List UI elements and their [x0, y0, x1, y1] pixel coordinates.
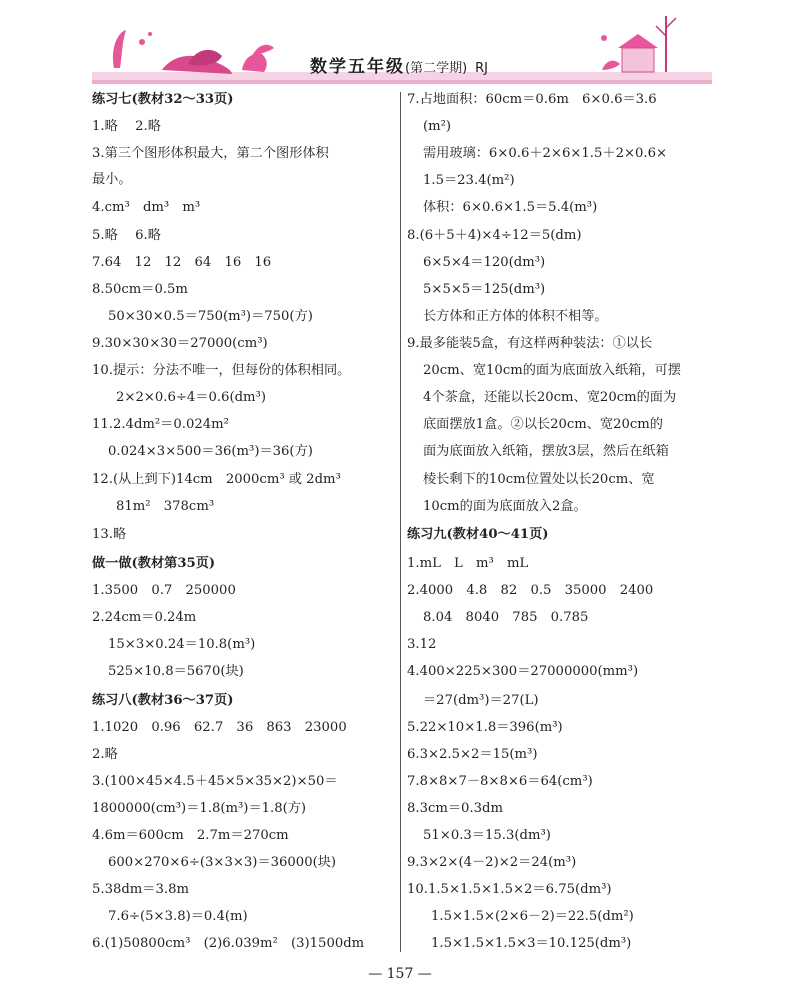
answer-line: 10.提示：分法不唯一，但每份的体积相同。: [92, 363, 351, 378]
answer-line: 8.04 8040 785 0.785: [423, 610, 589, 625]
answer-line: 3.12: [407, 637, 437, 652]
answer-line: 5×5×5＝125(dm³): [423, 282, 546, 297]
answer-line: 8.(6＋5＋4)×4÷12＝5(dm): [407, 228, 582, 243]
answer-line: 4.400×225×300＝27000000(mm³): [407, 664, 639, 679]
answer-line: 11.2.4dm²＝0.024m²: [92, 417, 229, 432]
book-subtitle: (第二学期): [405, 61, 468, 76]
answer-line: 长方体和正方体的体积不相等。: [423, 309, 608, 324]
answer-line: 9.30×30×30＝27000(cm³): [92, 336, 268, 351]
page-number: — 157 —: [368, 966, 432, 982]
house-roof: [618, 34, 658, 48]
section-heading: 做一做(教材第35页): [92, 556, 216, 571]
answer-line: 2.略: [92, 747, 118, 762]
answer-line: 最小。: [92, 172, 132, 187]
sprout-shape: [242, 54, 267, 72]
flower-dot: [601, 35, 607, 41]
answer-line: 1.略 2.略: [92, 119, 161, 134]
answer-line: 5.略 6.略: [92, 228, 161, 243]
answer-line: 1.3500 0.7 250000: [92, 583, 236, 598]
answer-line: 10cm的面为底面放入2盒。: [423, 499, 587, 514]
answer-line: 525×10.8＝5670(块): [108, 664, 244, 679]
answer-line: ＝27(dm³)＝27(L): [423, 693, 539, 708]
answer-line: 底面摆放1盒。②以长20cm、宽20cm的: [423, 417, 663, 432]
answer-line: 2.24cm＝0.24m: [92, 610, 197, 625]
flower-dot: [139, 39, 145, 45]
answer-line: 51×0.3＝15.3(dm³): [423, 828, 551, 843]
answer-line: 1.mL L m³ mL: [407, 556, 529, 571]
answer-line: 2×2×0.6÷4＝0.6(dm³): [116, 390, 266, 405]
book-edition: RJ: [475, 61, 488, 76]
answer-line: 9.3×2×(4－2)×2＝24(m³): [407, 855, 577, 870]
answer-line: 2.4000 4.8 82 0.5 35000 2400: [407, 583, 654, 598]
answer-line: 4.6m＝600cm 2.7m＝270cm: [92, 828, 289, 843]
leaf-shape: [252, 45, 274, 56]
tree-branch: [666, 18, 676, 28]
answer-line: 8.50cm＝0.5m: [92, 282, 188, 297]
flower-dot: [148, 32, 152, 36]
answer-line: 1.5×1.5×(2×6－2)＝22.5(dm²): [431, 909, 634, 924]
answer-line: 需用玻璃：6×0.6＋2×6×1.5＋2×0.6×: [423, 146, 668, 161]
answer-line: 棱长剩下的10cm位置处以长20cm、宽: [423, 472, 655, 487]
answer-line: 8.3cm＝0.3dm: [407, 801, 503, 816]
answer-line: 15×3×0.24＝10.8(m³): [108, 637, 256, 652]
answer-line: 5.38dm＝3.8m: [92, 882, 189, 897]
answer-line: 20cm、宽10cm的面为底面放入纸箱，可摆: [423, 363, 681, 378]
house-body: [622, 48, 654, 72]
header-band-edge: [92, 80, 712, 84]
answer-line: (m²): [423, 119, 452, 134]
answer-line: 7.6÷(5×3.8)＝0.4(m): [108, 909, 248, 924]
answer-line: 7.占地面积：60cm＝0.6m 6×0.6＝3.6: [407, 92, 657, 107]
section-heading: 练习九(教材40～41页): [407, 527, 549, 542]
answer-line: 10.1.5×1.5×1.5×2＝6.75(dm³): [407, 882, 612, 897]
answer-line: 5.22×10×1.8＝396(m³): [407, 720, 563, 735]
column-divider: [400, 92, 401, 952]
leaf-shape: [113, 30, 126, 68]
answer-line: 体积：6×0.6×1.5＝5.4(m³): [423, 200, 598, 215]
bush-shape: [602, 61, 620, 70]
answer-line: 81m² 378cm³: [116, 499, 215, 514]
answer-line: 4.cm³ dm³ m³: [92, 200, 201, 215]
answer-line: 13.略: [92, 527, 127, 542]
answer-line: 0.024×3×500＝36(m³)＝36(方): [108, 444, 313, 459]
answer-line: 1800000(cm³)＝1.8(m³)＝1.8(方): [92, 801, 307, 816]
answer-line: 6.(1)50800cm³ (2)6.039m² (3)1500dm: [92, 936, 365, 951]
answer-line: 600×270×6÷(3×3×3)＝36000(块): [108, 855, 337, 870]
section-heading: 练习八(教材36～37页): [92, 693, 234, 708]
header-title: [310, 52, 488, 77]
answer-line: 9.最多能装5盒，有这样两种装法：①以长: [407, 336, 653, 351]
answer-line: 7.64 12 12 64 16 16: [92, 255, 272, 270]
answer-line: 4个茶盒，还能以长20cm、宽20cm的面为: [423, 390, 677, 405]
answer-line: 面为底面放入纸箱，摆放3层，然后在纸箱: [423, 444, 669, 459]
answer-line: 1.5×1.5×1.5×3＝10.125(dm³): [431, 936, 632, 951]
answer-line: 6.3×2.5×2＝15(m³): [407, 747, 538, 762]
answer-line: 6×5×4＝120(dm³): [423, 255, 546, 270]
tree-branch: [656, 26, 666, 36]
answer-line: 50×30×0.5＝750(m³)＝750(方): [108, 309, 313, 324]
section-heading: 练习七(教材32～33页): [92, 92, 234, 107]
answer-line: 1.1020 0.96 62.7 36 863 23000: [92, 720, 347, 735]
answer-line: 12.(从上到下)14cm 2000cm³ 或 2dm³: [92, 472, 341, 487]
page-header: [92, 8, 712, 86]
answer-line: 3.第三个图形体积最大，第二个图形体积: [92, 146, 329, 161]
answer-line: 7.8×8×7－8×8×6＝64(cm³): [407, 774, 593, 789]
book-title: 数学五年级: [310, 57, 405, 77]
answer-line: 3.(100×45×4.5＋45×5×35×2)×50＝: [92, 774, 338, 789]
answer-line: 1.5＝23.4(m²): [423, 173, 515, 188]
